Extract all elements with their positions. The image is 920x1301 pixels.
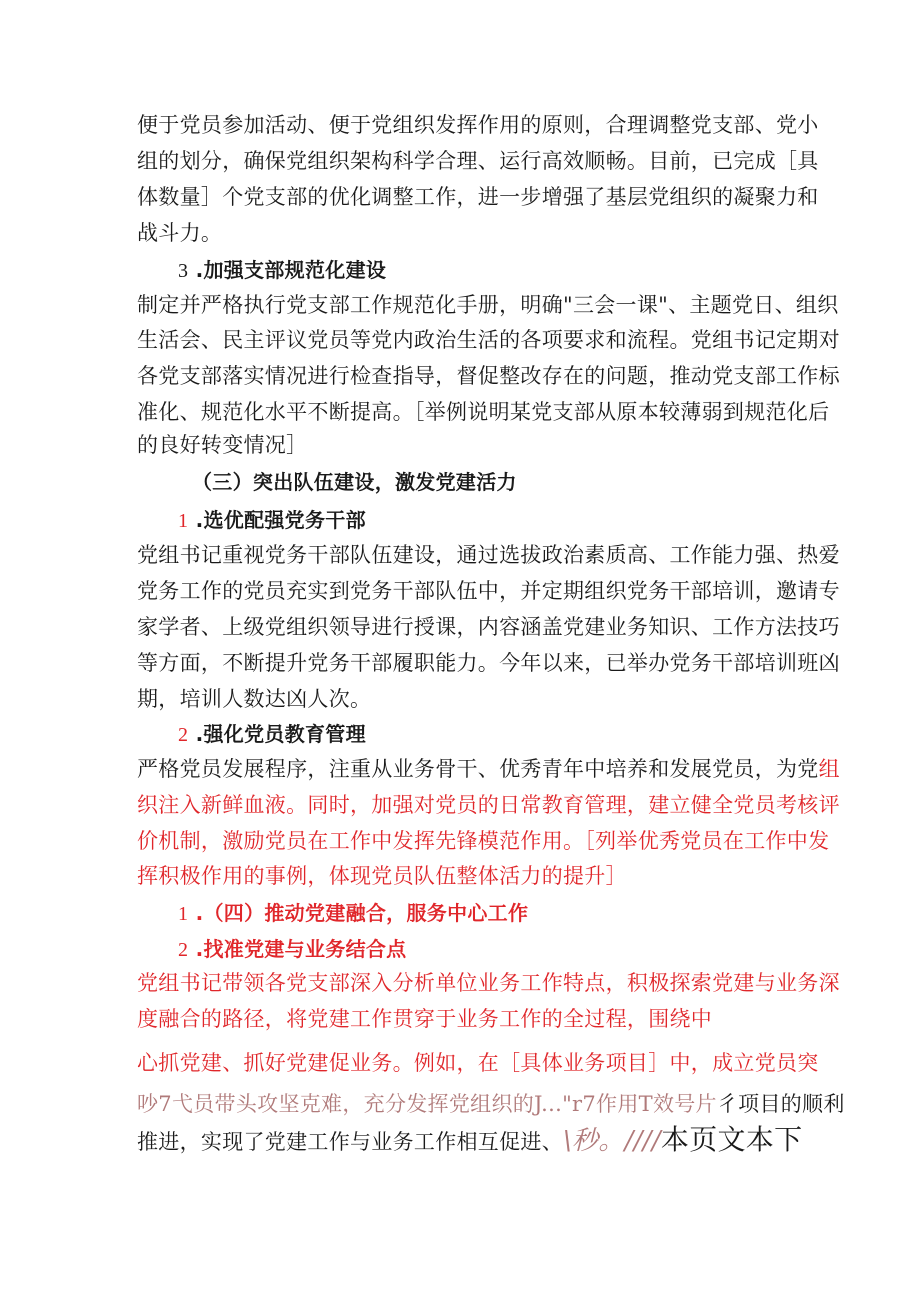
heading-text: .找准党建与业务结合点: [195, 937, 407, 961]
paragraph-line: 组的划分，确保党组织架构科学合理、运行高效顺畅。目前，已完成［具: [137, 149, 819, 173]
heading-number: 3: [178, 260, 189, 282]
paragraph-line: 度融合的路径，将党建工作贯穿于业务工作的全过程，围绕中: [137, 1007, 713, 1031]
section-heading: [178, 898, 528, 929]
paragraph-line: 家学者、上级党组织领导进行授课，内容涵盖党建业务知识、工作方法技巧: [137, 615, 840, 639]
text-run: 本页文本下: [660, 1123, 803, 1156]
text-run: 彳项目的顺利: [716, 1092, 845, 1116]
paragraph-line: 党组书记重视党务干部队伍建设，通过选拔政治素质高、工作能力强、热爱: [137, 543, 840, 567]
text-run: 推进，实现了党建工作与业务工作相互促进、: [137, 1130, 563, 1154]
paragraph-line: 等方面，不断提升党务干部履职能力。今年以来，已举办党务干部培训班凶: [137, 651, 840, 675]
paragraph-line: 各党支部落实情况进行检查指导，督促整改存在的问题，推动党支部工作标: [137, 364, 840, 388]
paragraph-line: 心抓党建、抓好党建促业务。例如，在［具体业务项目］中，成立党员突: [137, 1051, 819, 1075]
paragraph-line: 党务工作的党员充实到党务干部队伍中，并定期组织党务干部培训，邀请专: [137, 579, 840, 603]
heading-text: .选优配强党务干部: [195, 508, 366, 532]
paragraph-line: 准化、规范化水平不断提高。［举例说明某党支部从原本较薄弱到规范化后: [137, 400, 830, 424]
heading-number: 2: [178, 724, 189, 746]
subsection-heading: [178, 719, 366, 750]
subsection-heading: [178, 505, 366, 536]
paragraph-line: [137, 1089, 845, 1119]
paragraph-line: 的良好转变情况］: [137, 433, 308, 457]
paragraph-line: [137, 1125, 802, 1157]
paragraph-line: 期，培训人数达凶人次。: [137, 687, 372, 711]
heading-text: .强化党员教育管理: [195, 722, 366, 746]
text-run: 严格党员发展程序，注重从业务骨干、优秀青年中培养和发展党员，为党: [137, 757, 819, 781]
paragraph-line: 挥积极作用的事例，体现党员队伍整体活力的提升］: [137, 864, 627, 888]
text-run: 组: [818, 757, 840, 781]
paragraph-line: [137, 754, 840, 784]
paragraph-line: 制定并严格执行党支部工作规范化手册，明确"三会一课"、主题党日、组织: [137, 293, 839, 317]
heading-number: 1: [178, 903, 189, 925]
section-heading: [178, 255, 386, 286]
section-title: （三）突出队伍建设，激发党建活力: [192, 470, 517, 494]
paragraph-line: 体数量］个党支部的优化调整工作，进一步增强了基层党组织的凝聚力和: [137, 185, 819, 209]
paragraph-line: 便于党员参加活动、便于党组织发挥作用的原则，合理调整党支部、党小: [137, 113, 819, 137]
heading-text: .加强支部规范化建设: [195, 258, 387, 282]
garbled-mark: \秒。////: [563, 1126, 661, 1156]
paragraph-line: 织注入新鲜血液。同时，加强对党员的日常教育管理，建立健全党员考核评: [137, 793, 840, 817]
heading-text: .（四）推动党建融合，服务中心工作: [195, 901, 529, 925]
heading-number: 2: [178, 939, 189, 961]
subsection-heading: [178, 934, 406, 965]
garbled-text-run: 吵7弋员带头攻坚克难，充分发挥党组织的J..."r7作用T效号片: [137, 1092, 717, 1116]
paragraph-line: 党组书记带领各党支部深入分析单位业务工作特点，积极探索党建与业务深: [137, 971, 840, 995]
paragraph-line: 战斗力。: [137, 221, 223, 245]
paragraph-line: 价机制，激励党员在工作中发挥先锋模范作用。［列举优秀党员在工作中发: [137, 829, 830, 853]
heading-number: 1: [178, 510, 189, 532]
paragraph-line: 生活会、民主评议党员等党内政治生活的各项要求和流程。党组书记定期对: [137, 328, 840, 352]
